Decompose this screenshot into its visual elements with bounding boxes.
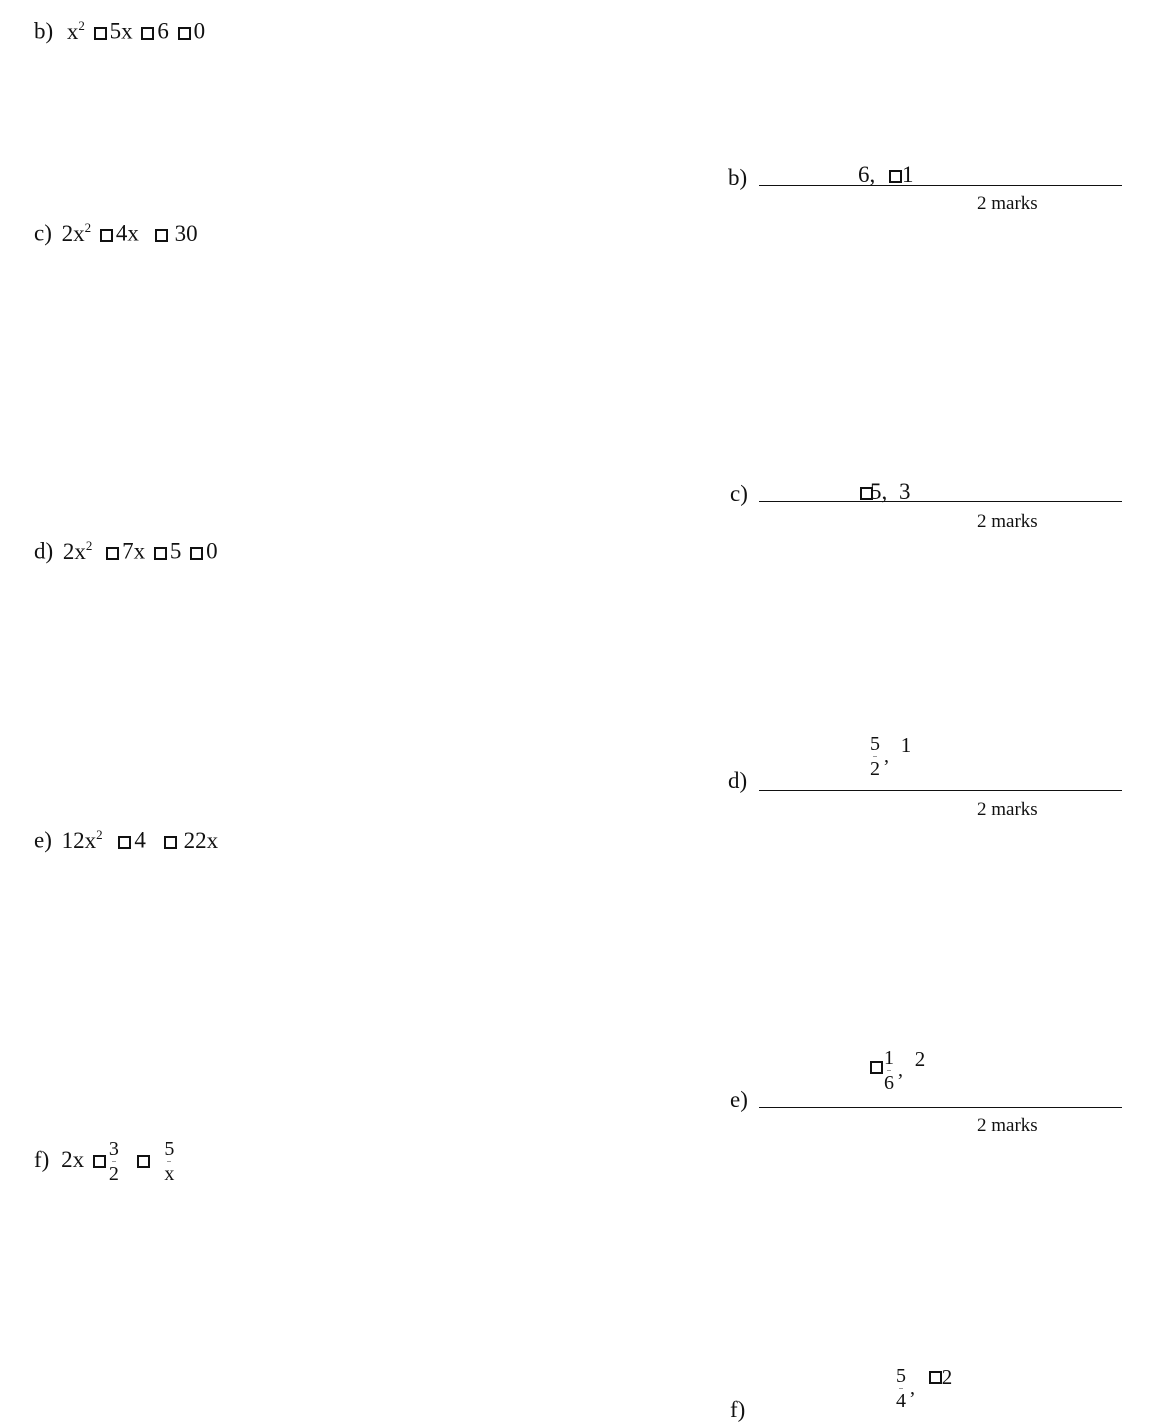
fraction-bar: [899, 1388, 903, 1389]
fraction: [896, 1366, 906, 1411]
expr-term: 2x: [61, 1146, 85, 1172]
answer-value-c: [860, 480, 911, 503]
fraction-numerator: 5: [896, 1365, 906, 1387]
missing-symbol-box: [190, 547, 203, 560]
fraction-denominator: 6: [884, 1072, 894, 1094]
fraction: [884, 1048, 894, 1093]
expr-term: 30: [174, 220, 198, 246]
answer-separator: ,: [910, 1376, 915, 1399]
answer-separator: ,: [898, 1058, 903, 1081]
answer-value-d: [870, 734, 911, 779]
answer-root: 3: [899, 479, 911, 504]
expr-term: 0: [206, 538, 218, 564]
missing-symbol-box: [94, 27, 107, 40]
missing-symbol-box: [164, 836, 177, 849]
marks-d: 2 marks: [977, 799, 1038, 820]
answer-line-d: [759, 790, 1122, 791]
fraction-bar: [112, 1161, 116, 1162]
fraction-denominator: 4: [896, 1390, 906, 1412]
expr-term: 7x: [122, 538, 146, 564]
fraction-numerator: 5: [164, 1138, 175, 1160]
fraction-bar: [167, 1161, 171, 1162]
missing-symbol-box: [178, 27, 191, 40]
expr-term: 5: [169, 538, 182, 564]
fraction: [870, 734, 880, 779]
question-label: d): [34, 538, 54, 564]
expr-term: 4: [134, 827, 146, 853]
answer-label-b: b): [728, 165, 748, 190]
expr-term: 22x: [183, 827, 219, 853]
marks-c: 2 marks: [977, 511, 1038, 532]
missing-symbol-box: [93, 1155, 106, 1168]
question-e: [34, 828, 218, 852]
exponent: 2: [85, 538, 93, 553]
answer-line-b: [759, 185, 1122, 186]
fraction-denominator: 2: [870, 758, 880, 780]
expr-term: 5x: [109, 18, 133, 44]
fraction: [109, 1139, 119, 1184]
answer-value-f: [896, 1366, 952, 1411]
missing-symbol-box: [106, 547, 119, 560]
question-b: [34, 19, 205, 43]
answer-root: 2: [941, 1364, 953, 1389]
answer-root: 5,: [870, 479, 888, 504]
question-f: [34, 1139, 174, 1184]
marks-b: 2 marks: [977, 193, 1038, 214]
exponent: 2: [78, 18, 85, 33]
expr-term: 2x: [61, 220, 85, 246]
question-d: [34, 539, 218, 563]
question-label: e): [34, 827, 52, 853]
fraction-bar: [873, 756, 877, 757]
question-label: c): [34, 220, 52, 246]
answer-value-e: [870, 1048, 925, 1093]
expr-term: x: [66, 18, 79, 44]
answer-root: 2: [914, 1046, 926, 1071]
answer-root: 6,: [858, 162, 876, 187]
answer-root: 1: [900, 732, 912, 757]
fraction-denominator: x: [164, 1163, 175, 1185]
fraction-numerator: 1: [884, 1047, 894, 1069]
missing-symbol-box: [141, 27, 154, 40]
missing-symbol-box: [860, 487, 873, 500]
missing-symbol-box: [137, 1155, 150, 1168]
fraction-bar: [887, 1070, 891, 1071]
fraction-numerator: 3: [108, 1138, 119, 1160]
question-label: b): [34, 18, 54, 44]
missing-symbol-box: [154, 547, 167, 560]
fraction: [164, 1139, 174, 1184]
expr-term: 2x: [62, 538, 86, 564]
missing-symbol-box: [100, 229, 113, 242]
answer-separator: ,: [884, 744, 889, 767]
answer-label-e: e): [730, 1087, 748, 1112]
exponent: 2: [96, 827, 103, 842]
expr-term: 4x: [115, 220, 139, 246]
answer-value-b: [858, 163, 914, 186]
expr-term: 6: [157, 18, 169, 44]
fraction-numerator: 5: [870, 733, 880, 755]
answer-root: 1: [902, 162, 914, 187]
exponent: 2: [84, 220, 92, 235]
question-c: [34, 221, 198, 245]
marks-e: 2 marks: [977, 1115, 1038, 1136]
expr-term: 12x: [61, 827, 97, 853]
answer-line-e: [759, 1107, 1122, 1108]
missing-symbol-box: [929, 1371, 942, 1384]
answer-line-c: [759, 501, 1122, 502]
missing-symbol-box: [870, 1061, 883, 1074]
fraction-denominator: 2: [108, 1163, 119, 1185]
answer-label-c: c): [730, 481, 748, 506]
question-label: f): [34, 1146, 50, 1172]
missing-symbol-box: [889, 170, 902, 183]
answer-label-d: d): [728, 768, 748, 793]
missing-symbol-box: [155, 229, 168, 242]
expr-term: 0: [193, 18, 206, 44]
missing-symbol-box: [118, 836, 131, 849]
answer-label-f: f): [730, 1397, 746, 1422]
